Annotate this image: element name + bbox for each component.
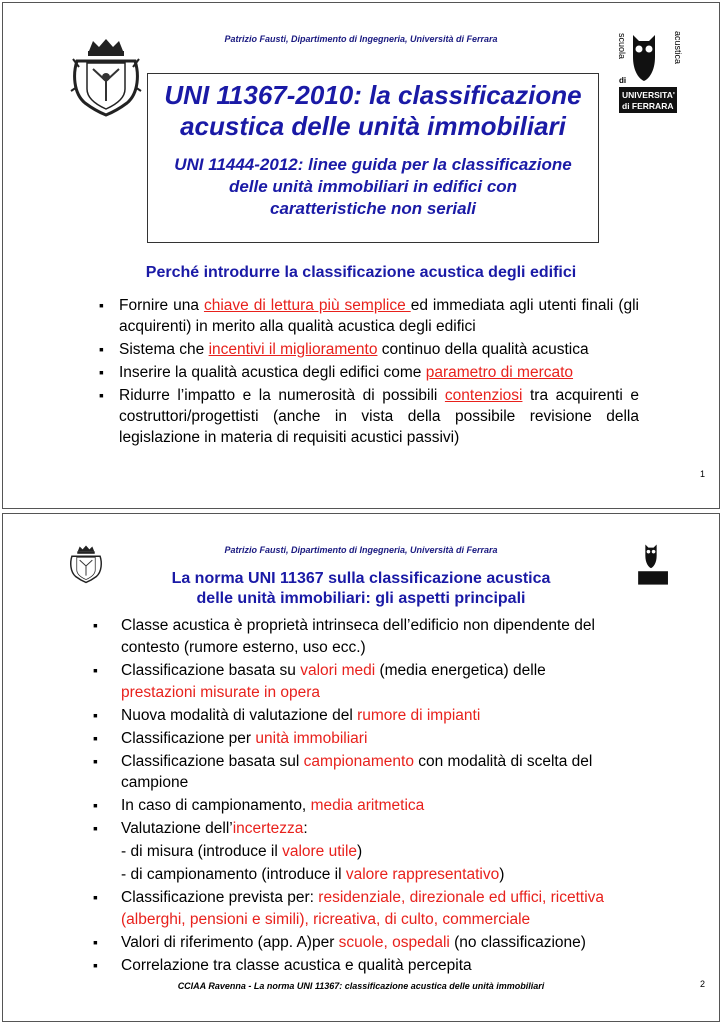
list-item: ▪ Valori di riferimento (app. A)per scuole, ospedali (no classificazione) xyxy=(91,932,651,954)
svg-text:scuola: scuola xyxy=(617,33,627,60)
list-item: ▪ Sistema che incentivi il miglioramento continuo della qualità acustica xyxy=(99,339,639,360)
owl-icon xyxy=(645,544,656,568)
svg-text:UNIVERSITA': UNIVERSITA' xyxy=(622,90,675,100)
title-box xyxy=(147,73,599,243)
slide-footer: CCIAA Ravenna - La norma UNI 11367: classificazione acustica delle unità immobiliari xyxy=(177,981,545,991)
list-item: - di campionamento (introduce il valore rappresentativo) xyxy=(121,866,505,884)
list-item: ▪ Fornire una chiave di lettura più semplice ed immediata agli utenti finali (gli acquirenti) in merito alla qualità acustica degli edifici xyxy=(99,295,639,337)
bullet-list xyxy=(99,295,639,450)
slide-header: Patrizio Fausti, Dipartimento di Ingegneria, Università di Ferrara xyxy=(224,34,498,44)
list-item: ▪ Classificazione per unità immobiliari xyxy=(91,728,651,750)
svg-text:di: di xyxy=(619,76,627,85)
bullet-list xyxy=(91,615,651,978)
list-item: ▪ Inserire la qualità acustica degli edifici come parametro di mercato xyxy=(99,362,639,383)
slide-subtitle: UNI 11444-2012: linee guida per la classificazione delle unità immobiliari in edifici con caratteristiche non seriali xyxy=(174,155,572,218)
svg-text:di FERRARA: di FERRARA xyxy=(622,101,674,111)
slide-header: Patrizio Fausti, Dipartimento di Ingegneria, Università di Ferrara xyxy=(224,545,498,555)
list-item: ▪ Classe acustica è proprietà intrinseca dell’edificio non dipendente del contesto (rumore esterno, uso ecc.) xyxy=(91,615,651,659)
page-number: 2 xyxy=(699,979,705,989)
owl-icon xyxy=(609,27,683,115)
slide-1 xyxy=(2,2,720,509)
list-item: - di misura (introduce il valore utile) xyxy=(121,843,363,861)
list-item: ▪ In caso di campionamento, media aritmetica xyxy=(91,795,651,817)
list-item: ▪ Correlazione tra classe acustica e qualità percepita xyxy=(91,955,651,977)
slide-title: UNI 11367-2010: la classificazione acustica delle unità immobiliari xyxy=(164,80,582,141)
list-item: ▪ Classificazione basata sul campionamento con modalità di scelta del campione xyxy=(91,751,651,795)
page-number: 1 xyxy=(699,469,705,479)
list-item: ▪ Nuova modalità di valutazione del rumore di impianti xyxy=(91,705,651,727)
unife-logo xyxy=(609,27,683,120)
list-item: ▪ Valutazione dell’incertezza: xyxy=(91,818,651,840)
list-item: ▪ Classificazione basata su valori medi (media energetica) delle prestazioni misurate in opera xyxy=(91,660,651,704)
list-item: ▪ Classificazione prevista per: residenziale, direzionale ed uffici, ricettiva (alberghi, pensioni e simili), ricreativa, di culto, commerciale xyxy=(91,887,651,931)
slide-title: La norma UNI 11367 sulla classificazione acustica delle unità immobiliari: gli aspetti principali xyxy=(171,570,551,607)
section-heading: Perché introdurre la classificazione acustica degli edifici xyxy=(145,264,577,281)
svg-text:acustica: acustica xyxy=(673,31,683,65)
ferrara-crest-logo xyxy=(71,37,141,117)
slide-2 xyxy=(2,513,720,1022)
list-item: ▪ Ridurre l’impatto e la numerosità di possibili contenziosi tra acquirenti e costruttori/progettisti (anche in vista della possibile revisione della legislazione in materia di requisiti acustici passivi) xyxy=(99,385,639,448)
